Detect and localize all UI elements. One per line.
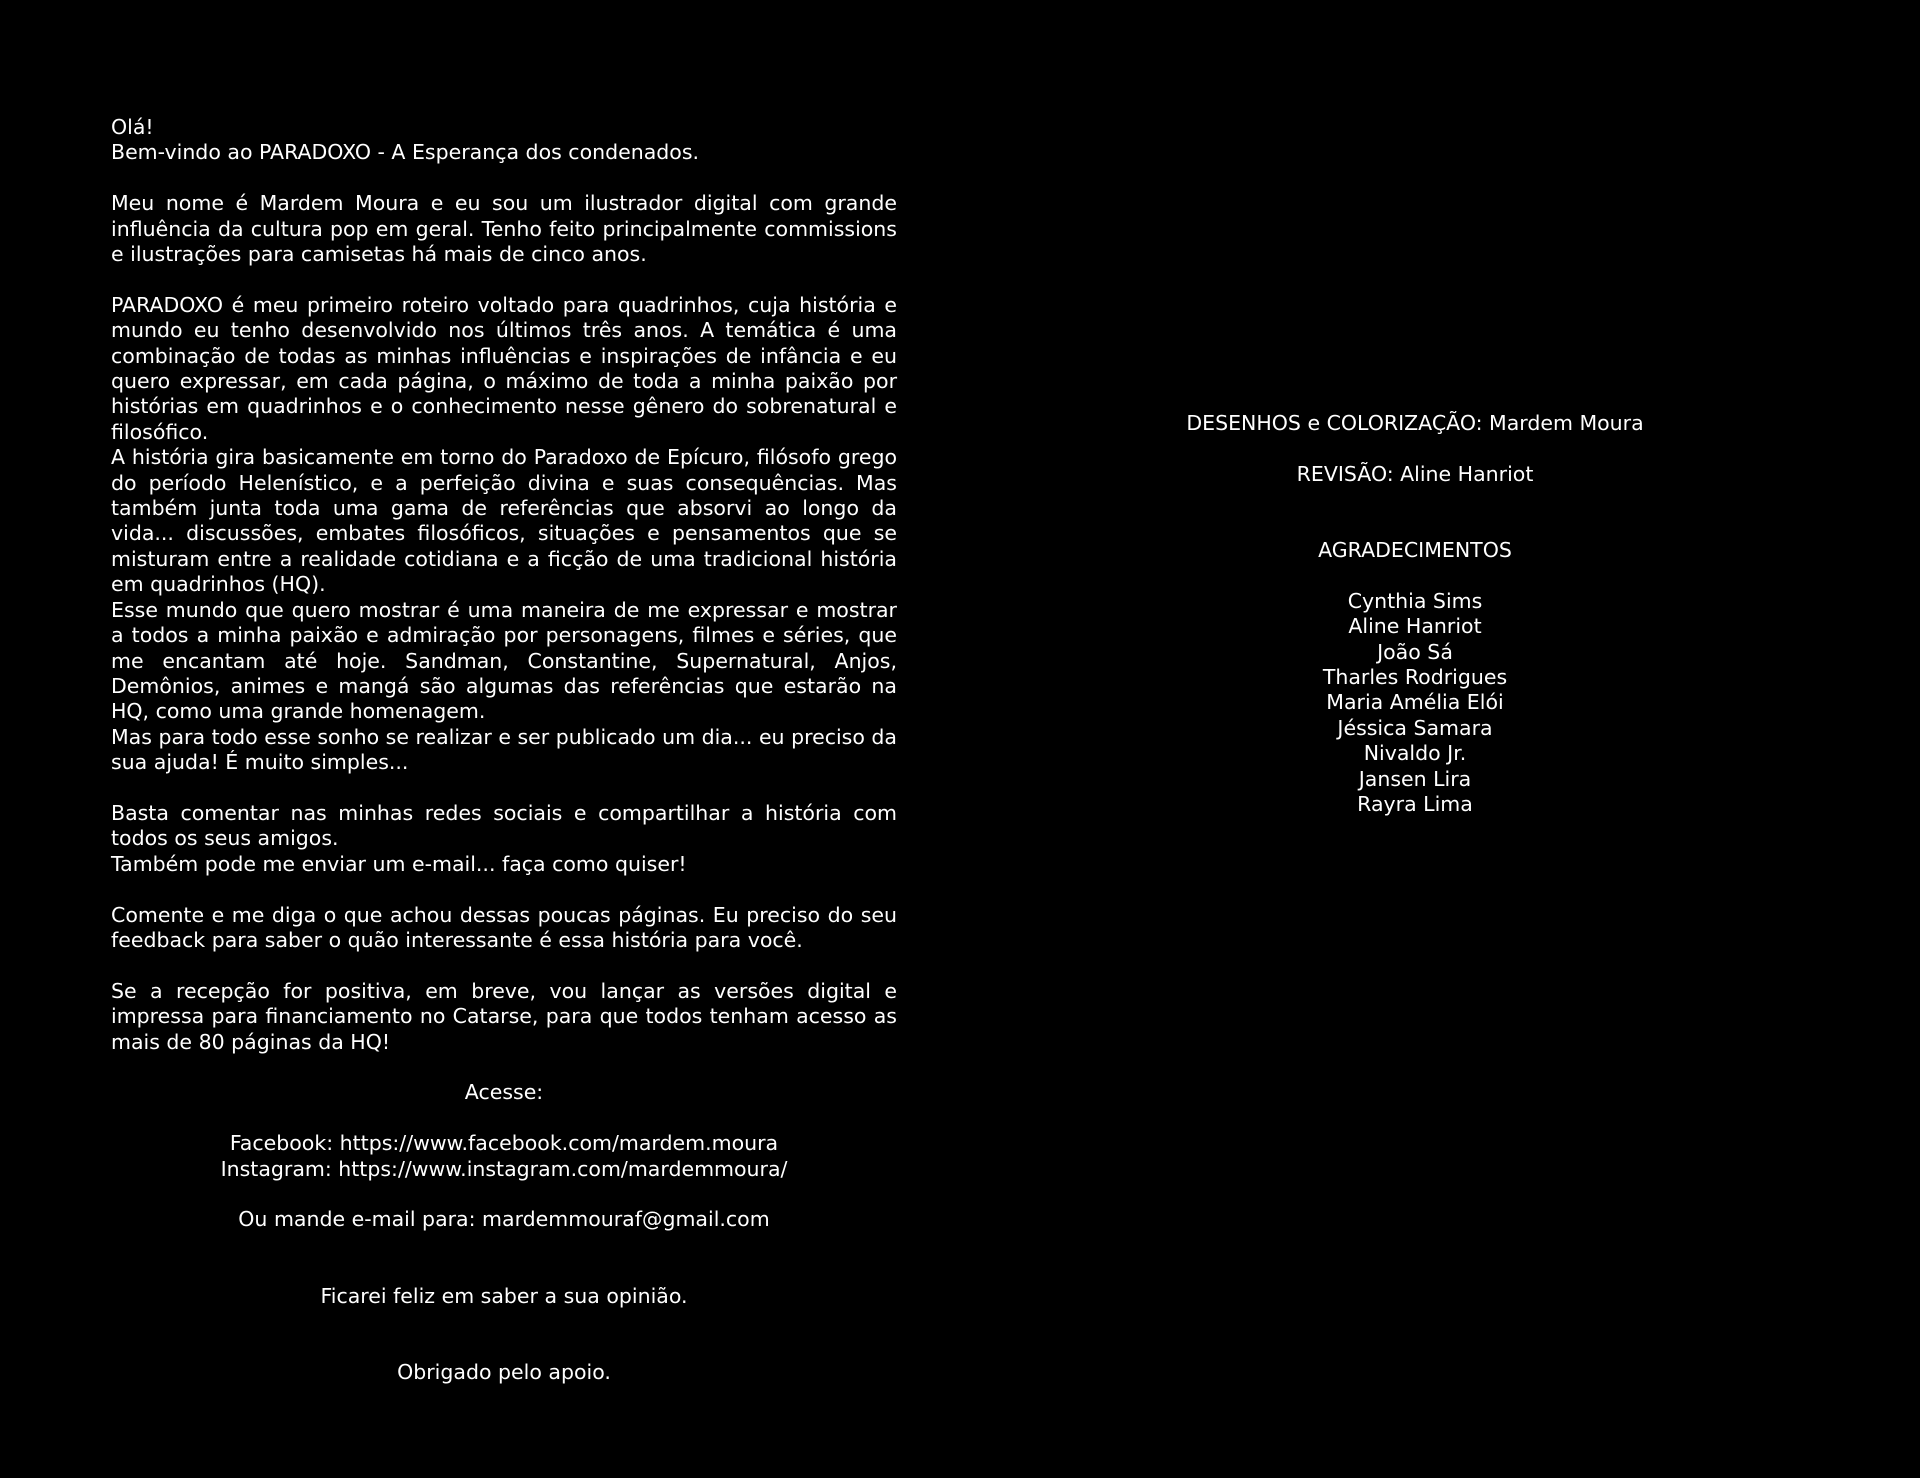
- story-paragraph-1: PARADOXO é meu primeiro roteiro voltado para quadrinhos, cuja história e mundo eu tenho desenvolvido nos últimos três anos. A temática é uma combinação de todas as minhas influências e inspirações de infância e eu quero expressar, em cada página, o máximo de toda a minha paixão por histórias em quadrinhos e o conhecimento nesse gênero do sobrenatural e filosófico.: [111, 292, 897, 444]
- art-credit: DESENHOS e COLORIZAÇÃO: Mardem Moura: [1186, 411, 1644, 435]
- acknowledgement-name: Nivaldo Jr.: [1363, 741, 1467, 766]
- acknowledgement-name: João Sá: [1377, 639, 1453, 664]
- acknowledgements-list: [1150, 589, 1680, 818]
- share-paragraph: Basta comentar nas minhas redes sociais e compartilhar a história com todos os seus amigos.: [111, 800, 897, 851]
- email-hint-paragraph: Também pode me enviar um e-mail... faça como quiser!: [111, 851, 687, 876]
- acknowledgements-title: AGRADECIMENTOS: [1318, 538, 1512, 562]
- thanks-line: Obrigado pelo apoio.: [397, 1359, 611, 1384]
- welcome-line: Bem-vindo ao PARADOXO - A Esperança dos condenados.: [111, 140, 700, 165]
- right-page: [1150, 411, 1680, 817]
- happy-line: Ficarei feliz em saber a sua opinião.: [320, 1283, 688, 1308]
- story-paragraph-4: Mas para todo esse sonho se realizar e ser publicado um dia... eu preciso da sua ajuda! É muito simples...: [111, 724, 897, 775]
- acknowledgement-name: Aline Hanriot: [1348, 614, 1482, 639]
- left-page: [111, 115, 897, 1385]
- feedback-paragraph: Comente e me diga o que achou dessas poucas páginas. Eu preciso do seu feedback para saber o quão interessante é essa história para você.: [111, 902, 897, 952]
- greeting: Olá!: [111, 115, 154, 139]
- acknowledgement-name: Maria Amélia Elói: [1326, 690, 1504, 715]
- story-paragraph-2: A história gira basicamente em torno do Paradoxo de Epícuro, filósofo grego do período Helenístico, e a perfeição divina e suas consequências. Mas também junta toda uma gama de referências que absorvi ao longo da vida... discussões, embates filosóficos, situações e pensamentos que se misturam entre a realidade cotidiana e a ficção de uma tradicional história em quadrinhos (HQ).: [111, 445, 897, 597]
- revision-credit: REVISÃO: Aline Hanriot: [1296, 461, 1534, 486]
- instagram-link: Instagram: https://www.instagram.com/mardemmoura/: [220, 1156, 788, 1181]
- story-paragraph-3: Esse mundo que quero mostrar é uma maneira de me expressar e mostrar a todos a minha paixão e admiração por personagens, filmes e séries, que me encantam até hoje. Sandman, Constantine, Supernatural, Anjos, Demônios, animes e mangá são algumas das referências que estarão na HQ, como uma grande homenagem.: [111, 597, 897, 724]
- acknowledgement-name: Jansen Lira: [1358, 766, 1472, 791]
- access-label: Acesse:: [464, 1080, 544, 1105]
- facebook-link: Facebook: https://www.facebook.com/mardem.moura: [229, 1131, 779, 1156]
- acknowledgement-name: Jéssica Samara: [1337, 715, 1493, 740]
- intro-paragraph: Meu nome é Mardem Moura e eu sou um ilustrador digital com grande influência da cultura pop em geral. Tenho feito principalmente commissions e ilustrações para camisetas há mais de cinco anos.: [111, 191, 897, 267]
- email-line: Ou mande e-mail para: mardemmouraf@gmail.com: [238, 1207, 770, 1232]
- acknowledgement-name: Cynthia Sims: [1347, 588, 1483, 613]
- catarse-paragraph: Se a recepção for positiva, em breve, vou lançar as versões digital e impressa para financiamento no Catarse, para que todos tenham acesso as mais de 80 páginas da HQ!: [111, 978, 897, 1054]
- acknowledgement-name: Tharles Rodrigues: [1322, 665, 1508, 690]
- acknowledgement-name: Rayra Lima: [1357, 792, 1473, 817]
